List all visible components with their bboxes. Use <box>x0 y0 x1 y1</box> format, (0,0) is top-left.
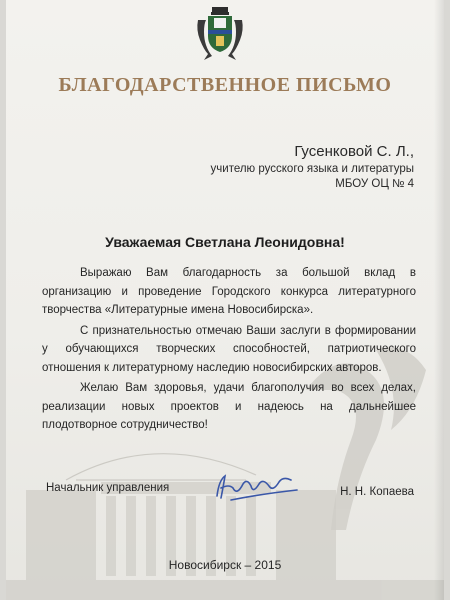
recipient-position: учителю русского языка и литературы <box>210 163 414 175</box>
letter-page <box>6 0 444 600</box>
handwritten-signature <box>211 470 301 504</box>
letter-body <box>42 264 416 437</box>
recipient-organization: МБОУ ОЦ № 4 <box>335 178 414 190</box>
signatory-name: Н. Н. Копаева <box>340 486 414 498</box>
paragraph: Желаю Вам здоровья, удачи благополучия во всех делах, реализации новых проектов и надеюсь на дальнейшее плодотворное сотрудничество! <box>42 382 416 431</box>
place-and-year: Новосибирск – 2015 <box>168 558 282 572</box>
recipient-name: Гусенковой С. Л., <box>294 143 414 160</box>
page-shadow <box>434 0 444 600</box>
city-coat-of-arms-icon <box>194 6 246 62</box>
greeting: Уважаемая Светлана Леонидовна! <box>105 234 345 250</box>
document-title: БЛАГОДАРСТВЕННОЕ ПИСЬМО <box>58 74 392 96</box>
paragraph: Выражаю Вам благодарность за большой вклад в организацию и проведение Городского конкурса литературного творчества «Литературные имена Новосибирска». <box>42 267 416 316</box>
paragraph: С признательностью отмечаю Ваши заслуги в формировании у обучающихся творческих способностей, патриотического отношения к литературному наследию новосибирских авторов. <box>42 324 416 374</box>
recipient-block <box>211 142 414 192</box>
signatory-title: Начальник управления <box>46 482 170 494</box>
